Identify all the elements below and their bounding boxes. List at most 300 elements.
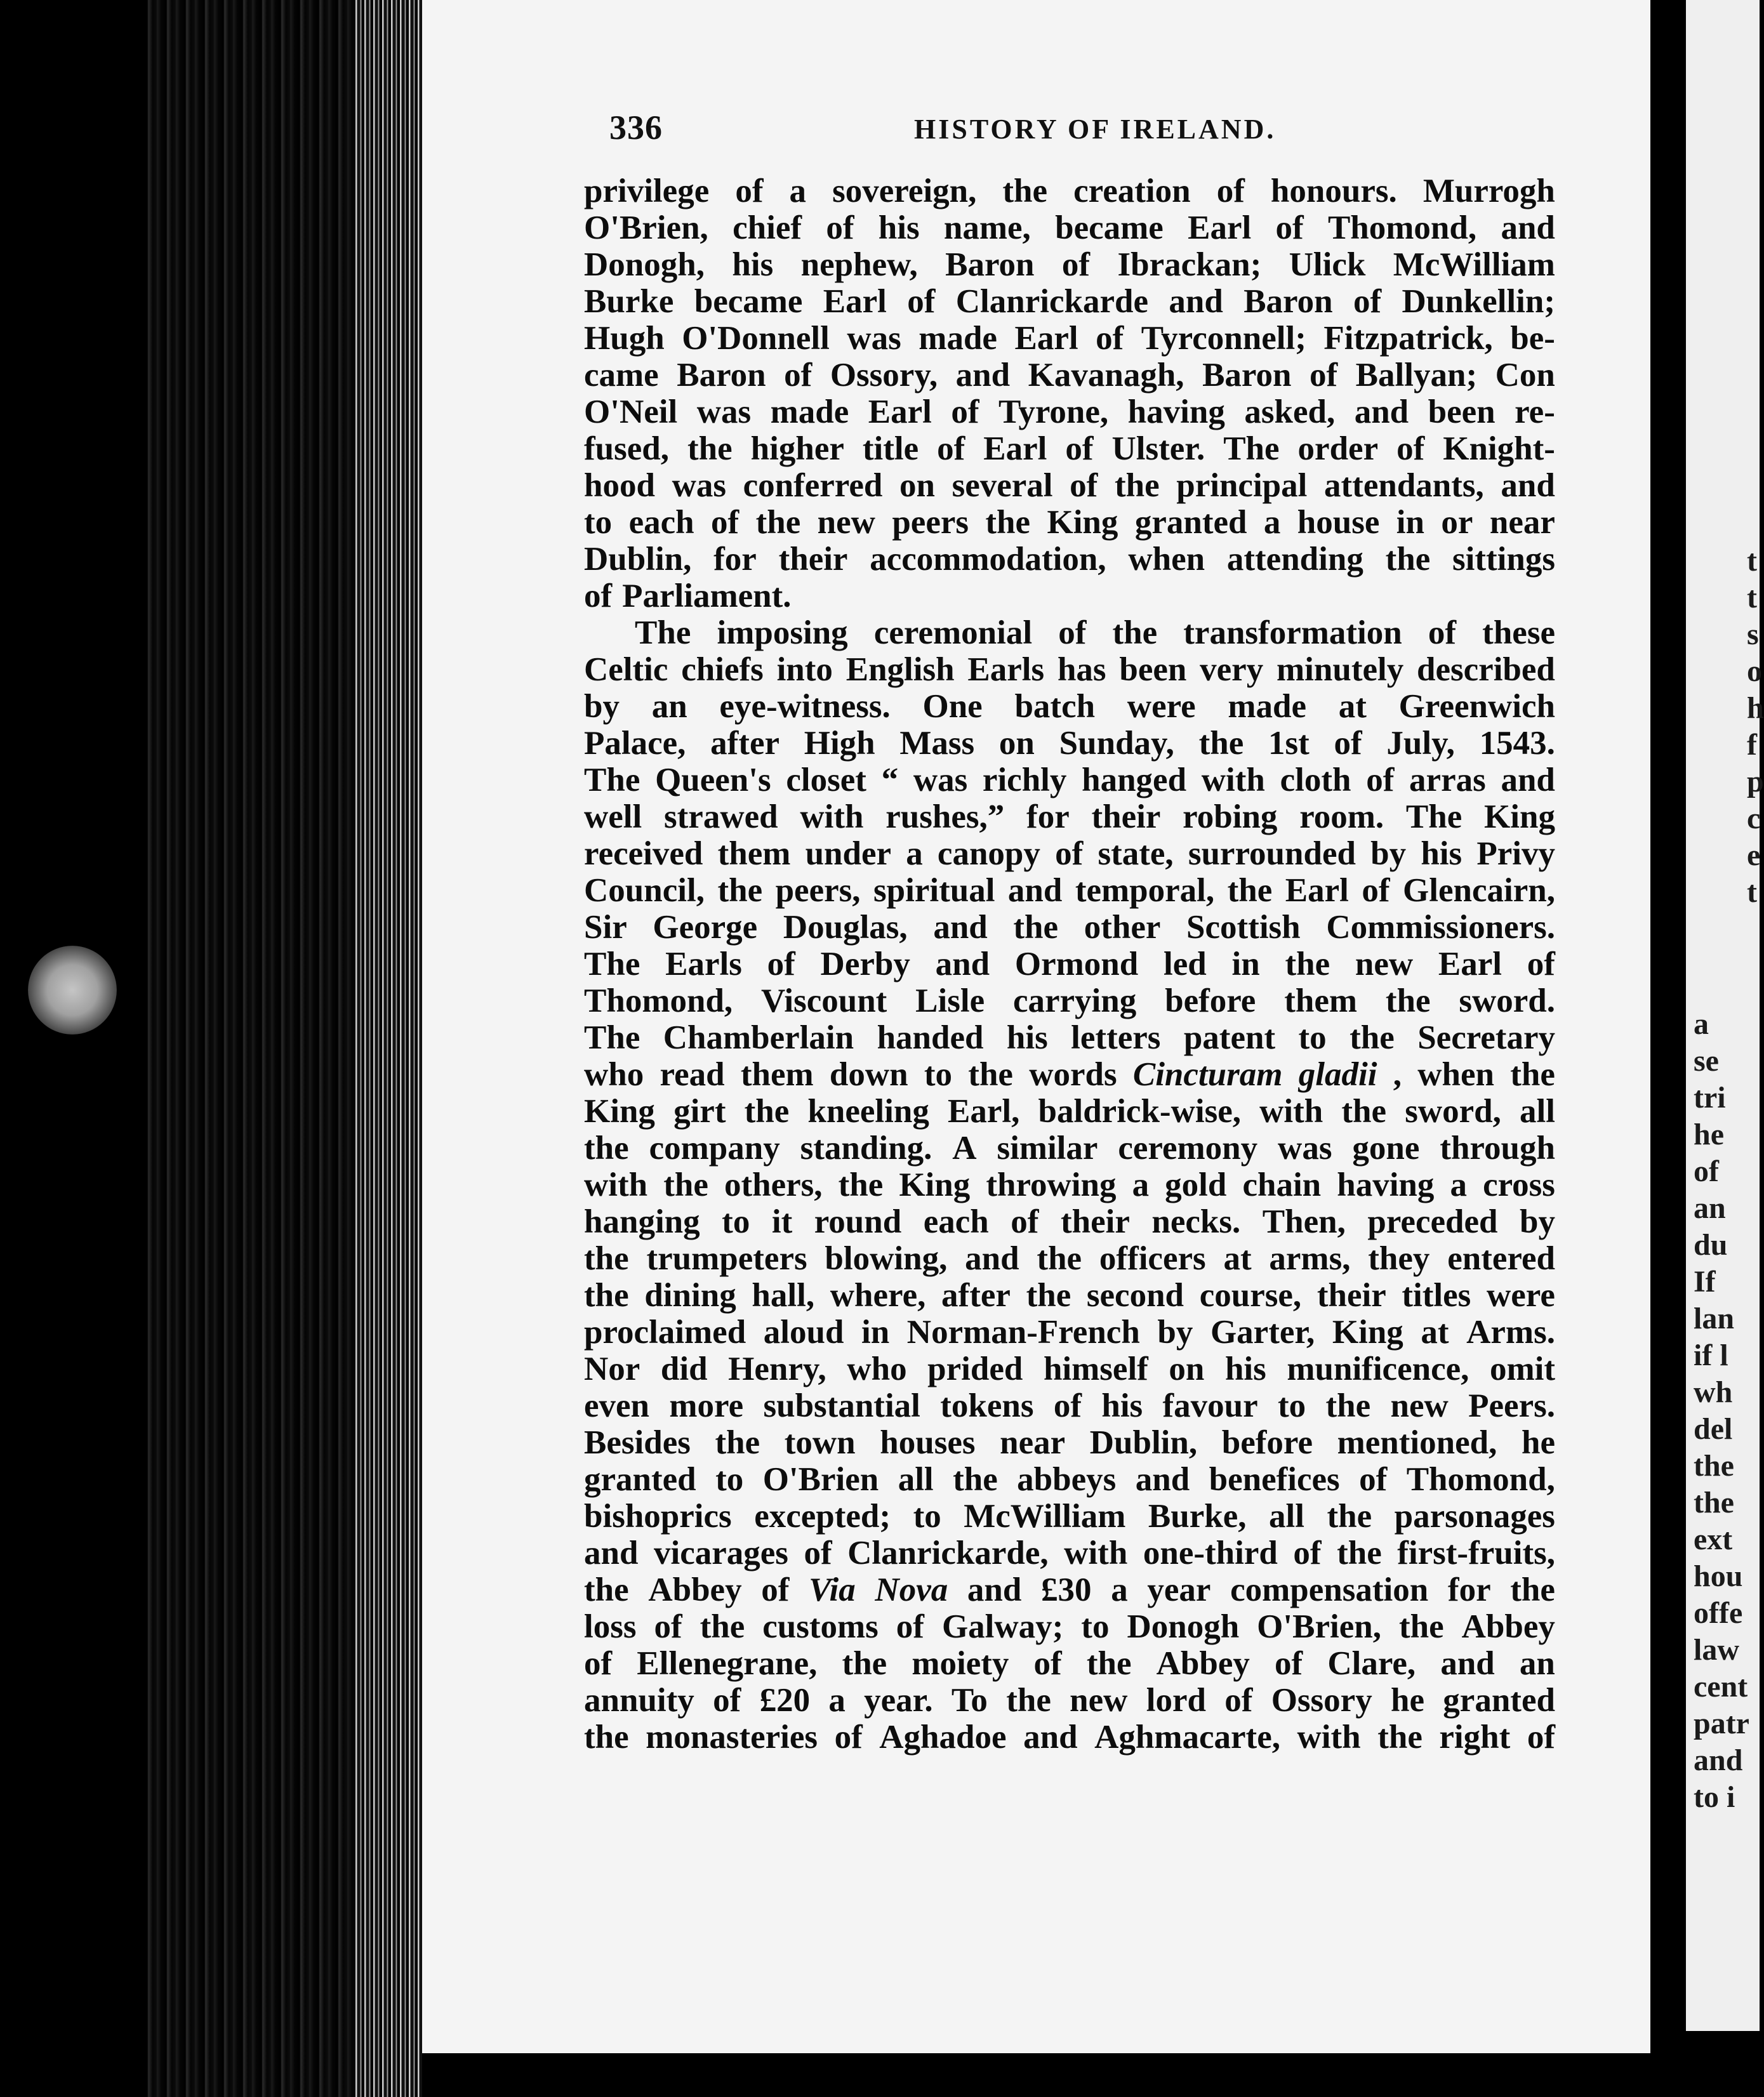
text-word: before <box>1221 1424 1313 1461</box>
text-word: and <box>965 1240 1019 1277</box>
text-word: Murrogh <box>1422 173 1555 209</box>
text-word: ceremonial <box>873 614 1033 651</box>
text-line <box>584 1498 1555 1535</box>
text-word: canopy <box>937 835 1040 872</box>
text-word: Dublin, <box>1089 1424 1198 1461</box>
text-word: it <box>771 1203 793 1240</box>
text-word: words <box>1029 1056 1117 1093</box>
text-word: blowing, <box>825 1240 948 1277</box>
text-word: arras <box>1409 762 1486 798</box>
text-line <box>584 798 1555 835</box>
text-word: title <box>862 430 919 467</box>
text-word: Thomond, <box>1406 1461 1555 1498</box>
next-page-fragment: e <box>1747 838 1761 872</box>
text-word: the <box>584 1240 629 1277</box>
text-word: where, <box>830 1277 926 1314</box>
text-word: at <box>1338 688 1367 725</box>
text-word: the <box>1037 1240 1082 1277</box>
text-word: High <box>804 725 875 762</box>
page-bottom-shadow <box>422 2053 1650 2097</box>
text-word: after <box>941 1277 1011 1314</box>
next-page-sliver <box>1686 0 1764 2031</box>
text-word: monasteries <box>646 1719 818 1756</box>
text-word: baldrick-wise, <box>1038 1093 1241 1130</box>
text-word: To <box>951 1682 988 1719</box>
text-word: O'Neil <box>584 394 678 430</box>
text-word: A <box>952 1130 977 1167</box>
text-word: new <box>1070 1682 1128 1719</box>
text-word: new <box>817 504 875 541</box>
text-line <box>584 1387 1555 1424</box>
text-word: each <box>628 504 694 541</box>
next-page-fragment: tri <box>1694 1081 1726 1115</box>
text-word: the <box>700 1608 745 1645</box>
text-word: to <box>1298 1019 1327 1056</box>
next-page-fragment: ext <box>1694 1523 1733 1556</box>
text-word: customs <box>762 1608 879 1645</box>
text-word: with <box>584 1167 648 1203</box>
text-word: Knight- <box>1443 430 1555 467</box>
next-page-fragment: du <box>1694 1228 1728 1262</box>
text-word: King <box>584 1093 655 1130</box>
text-word: and <box>1007 872 1063 909</box>
text-word: was <box>847 320 901 357</box>
text-word: the <box>1086 1645 1132 1682</box>
page-header <box>609 108 1549 152</box>
text-word: Galway; <box>941 1608 1064 1645</box>
scanner-background <box>0 0 146 2097</box>
text-word: and <box>935 946 990 982</box>
text-word: cross <box>1483 1167 1555 1203</box>
text-word: Commissioners. <box>1326 909 1555 946</box>
text-word: spiritual <box>873 872 995 909</box>
text-word: strawed <box>664 798 778 835</box>
text-word: letters <box>1071 1019 1161 1056</box>
text-word: in <box>1231 946 1260 982</box>
text-line <box>584 982 1555 1019</box>
next-page-fragment: patr <box>1694 1707 1749 1740</box>
text-word: them <box>717 835 791 872</box>
text-word: Nor <box>584 1351 640 1387</box>
text-line <box>584 725 1555 762</box>
text-word: Secretary <box>1417 1019 1555 1056</box>
text-word: arms, <box>1269 1240 1351 1277</box>
text-word: under <box>805 835 892 872</box>
text-word: July, <box>1386 725 1455 762</box>
text-word: for <box>1026 798 1070 835</box>
text-word: favour <box>1162 1387 1258 1424</box>
text-word: made <box>1228 688 1307 725</box>
text-word: the <box>1013 909 1059 946</box>
text-word: the <box>842 1645 887 1682</box>
next-page-fragment: h <box>1747 691 1764 725</box>
text-word: of <box>1353 283 1382 320</box>
text-word: closet <box>786 762 866 798</box>
next-page-fragment: law <box>1694 1633 1739 1667</box>
text-word: Donogh <box>1127 1608 1240 1645</box>
text-word: in <box>1396 504 1424 541</box>
text-word: Earl <box>1438 946 1502 982</box>
text-line <box>584 1719 1555 1756</box>
text-word: the <box>1327 1498 1372 1535</box>
text-word: Abbey <box>1156 1645 1250 1682</box>
text-word: himself <box>1043 1351 1148 1387</box>
text-line <box>584 1424 1555 1461</box>
text-word: the <box>1377 1719 1422 1756</box>
text-word: The <box>584 1019 640 1056</box>
text-word: Tyrone, <box>998 394 1109 430</box>
text-word: with <box>1297 1719 1361 1756</box>
text-word: patent <box>1183 1019 1276 1056</box>
text-word: gold <box>1165 1167 1227 1203</box>
next-page-fragment: c <box>1747 802 1761 835</box>
text-word: moiety <box>912 1645 1009 1682</box>
text-word: Chamberlain <box>663 1019 854 1056</box>
text-word: to <box>924 1056 953 1093</box>
text-word: proclaimed <box>584 1314 746 1351</box>
text-word: and <box>1354 394 1409 430</box>
text-word: an <box>651 688 687 725</box>
text-word: bishoprics <box>584 1498 732 1535</box>
page-number: 336 <box>609 109 663 147</box>
text-word: Derby <box>820 946 910 982</box>
text-word: his <box>732 246 774 283</box>
text-word: sword. <box>1459 982 1555 1019</box>
text-word: King <box>1484 798 1555 835</box>
text-word: vicarages <box>653 1535 788 1571</box>
text-word: after <box>710 725 779 762</box>
text-word: 1543. <box>1479 725 1555 762</box>
text-word: gladii <box>1298 1056 1377 1093</box>
text-line <box>584 688 1555 725</box>
text-word: Aghmacarte, <box>1094 1719 1280 1756</box>
text-word: benefices <box>1209 1461 1340 1498</box>
text-word: with <box>800 798 864 835</box>
text-word: of <box>907 283 936 320</box>
text-word: a <box>789 173 807 209</box>
text-word: King <box>1047 504 1118 541</box>
text-word: attending <box>1226 541 1363 578</box>
text-word: of <box>804 1535 832 1571</box>
text-word: of <box>711 504 739 541</box>
text-word: accommodation, <box>870 541 1106 578</box>
text-word: batch <box>1014 688 1096 725</box>
text-word: of <box>784 357 812 394</box>
text-word: of <box>761 1571 790 1608</box>
text-word: One <box>922 688 983 725</box>
text-word: the <box>1350 1019 1395 1056</box>
text-word: these <box>1482 614 1555 651</box>
text-word: parsonages <box>1394 1498 1555 1535</box>
text-word: the <box>715 1424 760 1461</box>
text-word: to <box>722 1203 750 1240</box>
text-word: Baron <box>945 246 1035 283</box>
text-word: very <box>1200 651 1264 688</box>
text-word: was <box>1278 1130 1332 1167</box>
text-word: sovereign, <box>832 173 977 209</box>
text-word: attendants, <box>1324 467 1484 504</box>
text-word: made <box>770 394 849 430</box>
text-word: with <box>1259 1093 1323 1130</box>
text-word: round <box>814 1203 902 1240</box>
text-word: hanged <box>1082 762 1187 798</box>
text-word: Dunkellin; <box>1402 283 1555 320</box>
text-word: and <box>1135 1461 1190 1498</box>
text-word: Baron <box>1202 357 1292 394</box>
next-page-fragment: and <box>1694 1743 1743 1777</box>
text-word: by <box>1520 1203 1555 1240</box>
text-word: titles <box>1402 1277 1471 1314</box>
next-page-fragment: p <box>1747 765 1764 798</box>
text-word: hood <box>584 467 655 504</box>
text-word: and <box>1501 467 1555 504</box>
next-page-fragment: cent <box>1694 1670 1748 1703</box>
text-line <box>584 209 1555 246</box>
text-word: Garter, <box>1210 1314 1315 1351</box>
text-word: state, <box>1098 835 1174 872</box>
text-line <box>584 541 1555 578</box>
text-line <box>584 946 1555 982</box>
text-line <box>584 430 1555 467</box>
text-word: was <box>672 467 726 504</box>
text-word: re- <box>1515 394 1555 430</box>
text-word: McWilliam <box>964 1498 1126 1535</box>
text-line <box>584 1351 1555 1387</box>
text-word: into <box>776 651 833 688</box>
text-word: for <box>713 541 757 578</box>
text-word: nephew, <box>800 246 918 283</box>
text-word: Norman-French <box>906 1314 1140 1351</box>
text-word: Earl <box>983 430 1047 467</box>
text-word: kneeling <box>807 1093 929 1130</box>
text-word: having <box>1127 394 1225 430</box>
next-page-fragment: If <box>1694 1265 1716 1299</box>
next-page-fragment: to i <box>1694 1780 1735 1814</box>
text-line <box>584 357 1555 394</box>
text-word: aloud <box>763 1314 844 1351</box>
text-word: Glencairn, <box>1403 872 1555 909</box>
text-word: fused, <box>584 430 670 467</box>
text-word: peers, <box>775 872 861 909</box>
text-word: they <box>1368 1240 1430 1277</box>
text-word: of <box>767 946 795 982</box>
text-word: several <box>952 467 1053 504</box>
text-word: in <box>861 1314 890 1351</box>
text-word: his <box>878 209 920 246</box>
text-word: granted <box>1443 1682 1555 1719</box>
text-word: their <box>1091 798 1161 835</box>
text-word: became <box>1055 209 1164 246</box>
text-word: his <box>1421 835 1462 872</box>
text-line <box>584 1240 1555 1277</box>
text-word: McWilliam <box>1393 246 1555 283</box>
next-page-fragment: t <box>1747 581 1757 614</box>
text-word: the <box>1398 1608 1444 1645</box>
text-word: “ <box>881 762 899 798</box>
text-word: of <box>654 1608 682 1645</box>
text-word: near <box>1489 504 1555 541</box>
text-word: omit <box>1489 1351 1555 1387</box>
running-head: HISTORY OF IRELAND. <box>914 114 1277 145</box>
text-word: the <box>838 1167 884 1203</box>
text-word: a <box>1132 1167 1150 1203</box>
text-word: with <box>1064 1535 1128 1571</box>
text-word: preceded <box>1367 1203 1498 1240</box>
text-word: Clare, <box>1327 1645 1416 1682</box>
text-word: the <box>744 1093 790 1130</box>
text-line <box>584 1571 1555 1608</box>
text-word: principal <box>1176 467 1308 504</box>
text-word: chief <box>733 209 802 246</box>
text-word: throwing <box>986 1167 1117 1203</box>
text-word: similar <box>997 1130 1098 1167</box>
text-word: Clanrickarde, <box>847 1535 1049 1571</box>
text-word: and <box>1501 762 1555 798</box>
text-word: houses <box>880 1424 976 1461</box>
text-word: Clanrickarde <box>955 283 1149 320</box>
text-word: right <box>1439 1719 1511 1756</box>
text-word: each <box>923 1203 989 1240</box>
text-word: and <box>933 909 988 946</box>
text-word: by <box>1370 835 1407 872</box>
text-word: minutely <box>1277 651 1404 688</box>
text-word: gone <box>1352 1130 1420 1167</box>
text-word: a <box>1450 1167 1467 1203</box>
text-word: hanging <box>584 1203 700 1240</box>
text-word: or <box>1441 504 1473 541</box>
text-line <box>584 762 1555 798</box>
spine-gap <box>1650 0 1686 2097</box>
text-word: hall, <box>752 1277 815 1314</box>
text-word: their <box>1060 1203 1130 1240</box>
text-word: Earl <box>1285 872 1349 909</box>
text-word: the <box>1006 1682 1051 1719</box>
text-word: the <box>1198 725 1244 762</box>
text-word: the <box>1385 982 1431 1019</box>
text-word: were <box>1486 1277 1555 1314</box>
text-word: order <box>1297 430 1379 467</box>
text-word: name, <box>943 209 1031 246</box>
text-word: the <box>584 1130 629 1167</box>
text-word: before <box>1165 982 1256 1019</box>
text-word: Tyrconnell; <box>1141 320 1306 357</box>
text-word: trumpeters <box>646 1240 807 1277</box>
text-line <box>584 1203 1555 1240</box>
text-word: room. <box>1299 798 1384 835</box>
text-word: of <box>1065 430 1094 467</box>
body-text <box>584 173 1555 1756</box>
text-word: Ossory <box>1271 1682 1372 1719</box>
text-word: O'Brien, <box>584 209 708 246</box>
text-word: his <box>1101 1387 1143 1424</box>
text-word: read <box>660 1056 725 1093</box>
text-word: Privy <box>1476 835 1555 872</box>
text-word: on <box>1169 1351 1205 1387</box>
text-word: Con <box>1495 357 1555 394</box>
text-word: described <box>1417 651 1555 688</box>
text-word: Peers. <box>1468 1387 1555 1424</box>
text-word: he <box>1391 1682 1424 1719</box>
text-word: of <box>1096 320 1124 357</box>
text-word: handed <box>877 1019 984 1056</box>
text-word: tokens <box>940 1387 1034 1424</box>
text-word: Thomond, <box>584 982 733 1019</box>
text-word: to <box>1278 1387 1306 1424</box>
next-page-fragment: t <box>1747 875 1757 909</box>
text-word: of <box>826 209 854 246</box>
text-word: peers <box>892 504 969 541</box>
next-page-fragment: offe <box>1694 1596 1743 1630</box>
text-word: granted <box>1134 504 1247 541</box>
text-word: richly <box>982 762 1067 798</box>
text-word: of <box>1527 946 1555 982</box>
text-word: who <box>584 1056 644 1093</box>
text-word: Hugh <box>584 320 665 357</box>
text-word: Earl, <box>948 1093 1020 1130</box>
text-word: sittings <box>1452 541 1555 578</box>
text-word: The <box>584 762 640 798</box>
text-word: and <box>584 1535 639 1571</box>
text-word: of <box>896 1608 924 1645</box>
text-word: Kavanagh, <box>1028 357 1184 394</box>
next-page-fragment: wh <box>1694 1375 1733 1409</box>
text-word: led <box>1163 946 1207 982</box>
text-word: at <box>1223 1240 1252 1277</box>
text-word: be- <box>1510 320 1555 357</box>
text-word: the <box>1026 1277 1071 1314</box>
text-word: chiefs <box>681 651 764 688</box>
text-word: girt <box>673 1093 726 1130</box>
paper-smudge <box>28 946 117 1035</box>
text-word: standing. <box>800 1130 932 1167</box>
text-word: of <box>1224 1682 1253 1719</box>
text-word: officers <box>1099 1240 1206 1277</box>
text-word: other <box>1084 909 1161 946</box>
text-word: Parliament. <box>622 578 792 614</box>
text-word: when <box>1417 1056 1494 1093</box>
next-page-fragment: he <box>1694 1118 1724 1151</box>
text-line <box>584 1277 1555 1314</box>
text-line <box>584 467 1555 504</box>
text-word: at <box>1421 1314 1449 1351</box>
text-word: mentioned, <box>1337 1424 1497 1461</box>
text-word: £30 <box>1041 1571 1092 1608</box>
text-word: ceremony <box>1118 1130 1258 1167</box>
text-word: of <box>834 1719 863 1756</box>
text-word: the <box>1385 541 1431 578</box>
text-word: munificence, <box>1287 1351 1469 1387</box>
text-word: O'Donnell <box>682 320 830 357</box>
text-word: Ballyan; <box>1355 357 1478 394</box>
text-word: their <box>1316 1277 1386 1314</box>
text-word: necks. <box>1151 1203 1241 1240</box>
text-word: of <box>1058 614 1087 651</box>
text-word: of <box>951 394 979 430</box>
text-word: surrounded <box>1188 835 1356 872</box>
text-word: and <box>1169 283 1223 320</box>
next-page-fragment: f <box>1747 728 1757 762</box>
text-word: Earl <box>823 283 887 320</box>
text-word: conferred <box>743 467 883 504</box>
next-page-fragment: an <box>1694 1191 1726 1225</box>
text-word: Nova <box>875 1571 948 1608</box>
text-word: more <box>669 1387 744 1424</box>
text-word: all <box>1269 1498 1304 1535</box>
text-word: Arms. <box>1466 1314 1555 1351</box>
text-word: of <box>1061 246 1091 283</box>
text-word: compensation <box>1230 1571 1429 1608</box>
text-word: English <box>846 651 955 688</box>
